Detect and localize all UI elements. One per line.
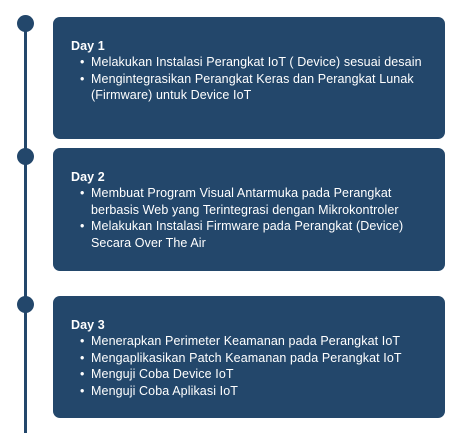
list-item: • Mengaplikasikan Patch Keamanan pada Perangkat IoT xyxy=(80,350,402,365)
list-item: • Melakukan Instalasi Firmware pada Perangkat (Device) Secara Over The Air xyxy=(80,219,404,250)
day-items xyxy=(71,54,429,104)
bullet-icon: • xyxy=(80,55,85,69)
day-card-3 xyxy=(53,296,445,418)
bullet-icon: • xyxy=(80,350,85,365)
timeline-dot-day-2 xyxy=(17,148,34,165)
bullet-icon: • xyxy=(80,186,85,200)
day-title: Day 2 xyxy=(71,170,105,184)
day-card-1 xyxy=(53,17,445,139)
list-item: • Menerapkan Perimeter Keamanan pada Perangkat IoT xyxy=(80,334,401,348)
bullet-icon: • xyxy=(80,334,85,348)
day-items xyxy=(71,185,429,251)
list-item: • Mengintegrasikan Perangkat Keras dan Perangkat Lunak (Firmware) untuk Device IoT xyxy=(80,71,414,102)
bullet-icon: • xyxy=(80,219,85,233)
timeline-line xyxy=(24,20,27,433)
list-item: • Melakukan Instalasi Perangkat IoT ( Device) sesuai desain xyxy=(80,55,422,69)
list-item: • Menguji Coba Device IoT xyxy=(80,367,234,381)
bullet-icon: • xyxy=(80,71,85,86)
bullet-icon: • xyxy=(80,367,85,381)
bullet-icon: • xyxy=(80,383,85,398)
day-items xyxy=(71,333,429,399)
day-title: Day 3 xyxy=(71,318,105,332)
day-title: Day 1 xyxy=(71,39,105,53)
list-item: • Menguji Coba Aplikasi IoT xyxy=(80,383,239,398)
timeline-dot-day-1 xyxy=(17,15,34,32)
timeline-dot-day-3 xyxy=(17,296,34,313)
day-card-2 xyxy=(53,148,445,271)
list-item: • Membuat Program Visual Antarmuka pada Perangkat berbasis Web yang Terintegrasi dengan Mikrokontroler xyxy=(80,186,399,217)
